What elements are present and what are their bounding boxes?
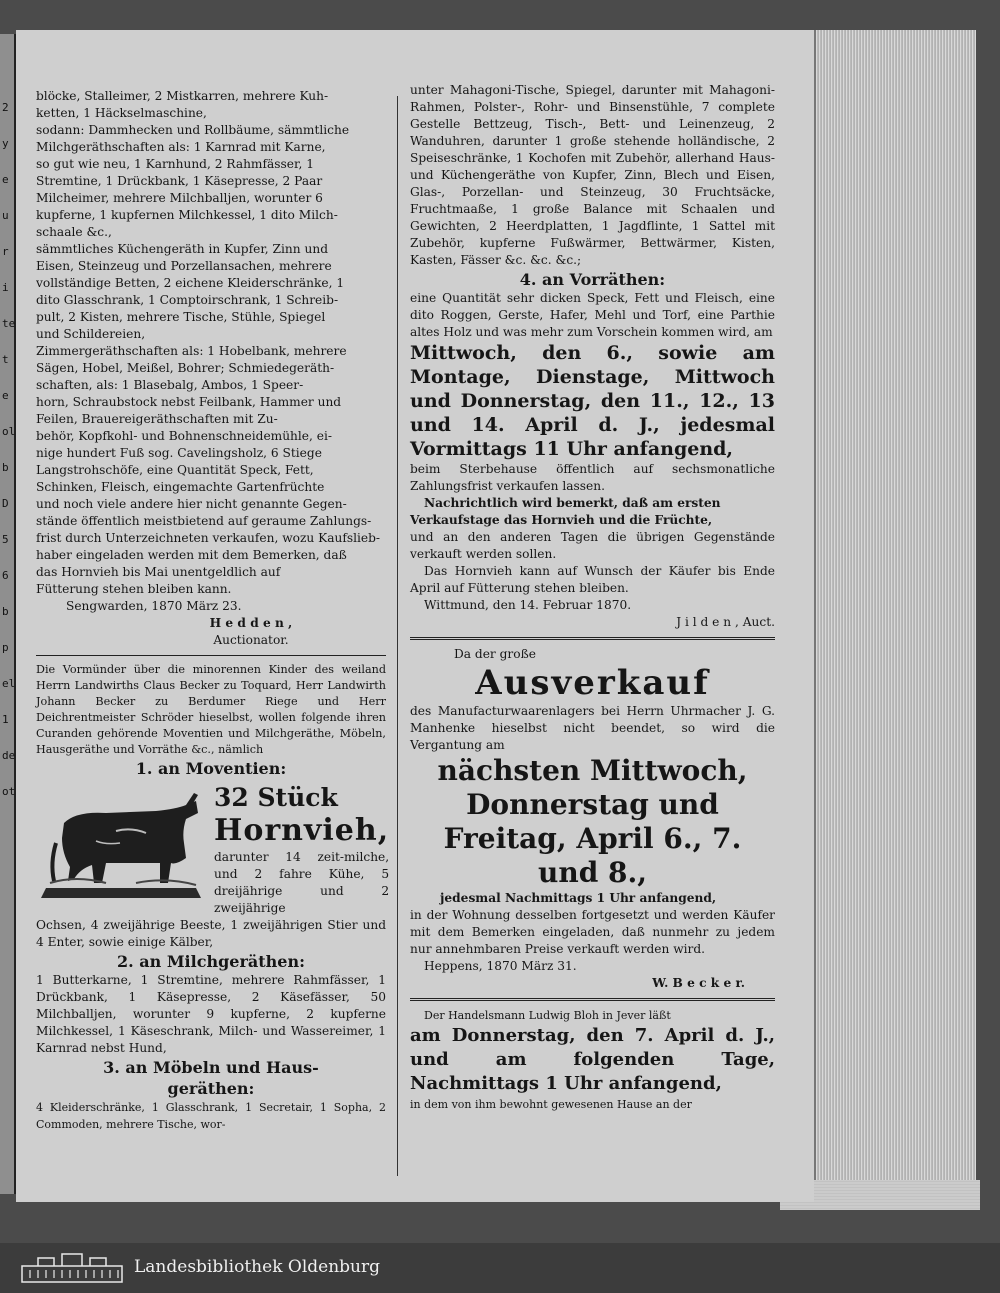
merchant-tail: in dem von ihm bewohnt gewesenen Hause an der (410, 1098, 692, 1111)
margin-glyph: el (2, 677, 16, 690)
signature-becker: W. B e c k e r. (652, 976, 745, 990)
clearance-lead: Da der große (454, 647, 536, 661)
margin-glyph: p (2, 641, 9, 654)
margin-glyph: ot (2, 785, 16, 798)
cattle-ad (36, 783, 390, 917)
margin-glyph: i (2, 281, 9, 294)
place-date-heppens: Heppens, 1870 März 31. (424, 959, 577, 973)
household-items-continued: unter Mahagoni-Tische, Spiegel, darunter mit Mahagoni-Rahmen, Polster-, Rohr- und Binsenstühle, 7 complete Gestelle Bettzeug, Tisch-, Bett- und Leinenzeug, 2 Wanduhren, darunter 1 große stehende holländische, 2 Speiseschränke, 1 Kochofen mit Zubehör, allerhand Haus- und Küchengeräthe von Kupfer, Zinn, Blech und Eisen, Glas-, Porzellan- und Steinzeug, 30 Fruchtsäcke, Fruchtmaaße, 1 große Balance mit Schaalen und Gewichten, 2 Heerdplatten, 1 Jagdflinte, 1 Sattel mit Zubehör, kupferne Fußwärmer, Bettwärmer, Kisten, Kasten, Fässer &c. &c. &c.; (410, 83, 775, 267)
sale-item-line: dito Glasschrank, 1 Comptoirschrank, 1 Schreib- (36, 293, 339, 307)
margin-glyph: b (2, 605, 9, 618)
sale-items-list-1 (36, 88, 386, 598)
margin-glyph: e (2, 389, 9, 402)
cattle-count: 32 Stück (214, 783, 338, 812)
newspaper-page (16, 30, 814, 1202)
separator-double-rule-2 (410, 998, 775, 1001)
auction-terms: beim Sterbehause öffentlich auf sechsmonatliche Zahlungsfrist verkaufen lassen. (410, 462, 775, 493)
margin-glyph: 1 (2, 713, 9, 726)
library-name: Landesbibliothek Oldenburg (134, 1257, 381, 1277)
cow-woodcut-icon (36, 783, 206, 903)
sale-item-line: schaften, als: 1 Blasebalg, Ambos, 1 Speer- (36, 378, 304, 392)
margin-glyph: r (2, 245, 9, 258)
sale-item-line: und Schildereien, (36, 327, 146, 341)
merchant-lead: Der Handelsmann Ludwig Bloh in Jever läßt (424, 1009, 671, 1022)
sale-item-line: und noch viele andere hier nicht genannte Gegen- (36, 497, 347, 511)
separator-double-rule (410, 637, 775, 640)
section-supplies: 4. an Vorräthen: (519, 270, 666, 289)
clearance-body-2: in der Wohnung desselben fortgesetzt und werden Käufer mit dem Bemerken eingeladen, daß nunmehr zu jedem nur annehmbaren Preise verkauft werden wird. (410, 908, 775, 956)
margin-glyph: te (2, 317, 16, 330)
cattle-desc-side: darunter 14 zeit-milche, und 2 fahre Kühe, 5 dreijährige und 2 zweijährige (214, 850, 390, 915)
sale-item-line: stände öffentlich meistbietend auf geraume Zahlungs- (36, 514, 372, 528)
margin-glyph: u (2, 209, 9, 222)
signature-jilden: J i l d e n , Auct. (676, 615, 775, 629)
note-first-day-c: und an den anderen Tagen die übrigen Gegenstände verkauft werden sollen. (410, 530, 775, 561)
sale-item-line: nige hundert Fuß sog. Cavelingsholz, 6 Stiege (36, 446, 322, 460)
clearance-body: des Manufacturwaarenlagers bei Herrn Uhrmacher J. G. Manhenke hieselbst nicht beendet, so wird die Vergantung am (410, 704, 775, 752)
sale-item-line: Langstrohschöfe, eine Quantität Speck, Fett, (36, 463, 314, 477)
sale-item-line: so gut wie neu, 1 Karnhund, 2 Rahmfässer, 1 (36, 157, 314, 171)
book-page-edges (814, 30, 976, 1202)
clearance-dates: nächsten Mittwoch, Donnerstag und Freitag, April 6., 7. und 8., (437, 754, 748, 889)
note-first-day-b: Verkaufstage das Hornvieh und die Früchte, (410, 513, 713, 527)
cattle-heading: Hornvieh, (214, 813, 390, 848)
margin-glyph: 5 (2, 533, 9, 546)
note-cattle-feeding: Das Hornvieh kann auf Wunsch der Käufer bis Ende April auf Fütterung stehen bleiben. (410, 564, 775, 595)
cattle-ad-text (206, 783, 389, 917)
sale-item-line: Schinken, Fleisch, eingemachte Gartenfrüchte (36, 480, 325, 494)
place-date-wittmund: Wittmund, den 14. Februar 1870. (424, 598, 632, 612)
clearance-title: Ausverkauf (475, 663, 710, 703)
auction-dates: Mittwoch, den 6., sowie am Montage, Dienstage, Mittwoch und Donnerstag, den 11., 12., 13 und 14. April d. J., jedesmal Vormittags 11 Uhr anfangend, (410, 342, 775, 460)
sale-item-line: Milcheimer, mehrere Milchballjen, worunter 6 (36, 191, 323, 205)
section-furniture-line2: geräthen: (167, 1079, 255, 1098)
auctioneer-name: H e d d e n , (209, 616, 293, 630)
guardians-intro: Die Vormünder über die minorennen Kinder des weiland Herrn Landwirths Claus Becker zu Toquard, Herr Landwirth Johann Becker zu Berdumer Riege und Herr Deichrentmeister Schröder hieselbst, wollen folgende ihren Curanden gehörende Moventien und Milchgeräthe, Möbeln, Hausgeräthe und Vorräthe &c., nämlich (36, 663, 386, 756)
cattle-desc-full: Ochsen, 4 zweijährige Beeste, 1 zweijährigen Stier und 4 Enter, sowie einige Kälber, (36, 918, 386, 949)
sale-item-line: ketten, 1 Häckselmaschine, (36, 106, 207, 120)
sale-item-line: Sägen, Hobel, Meißel, Bohrer; Schmiedegeräth- (36, 361, 335, 375)
sale-item-line: schaale &c., (36, 225, 112, 239)
section-milk-equipment: 2. an Milchgeräthen: (117, 952, 305, 971)
auctioneer-title: Auctionator. (213, 633, 289, 647)
furniture-items: 4 Kleiderschränke, 1 Glasschrank, 1 Secretair, 1 Sopha, 2 Commoden, mehrere Tische, wor- (36, 1101, 386, 1131)
sale-item-line: das Hornvieh bis Mai unentgeldlich auf (36, 565, 281, 579)
sale-item-line: behör, Kopfkohl- und Bohnenschneidemühle, ei- (36, 429, 332, 443)
sale-item-line: Feilen, Brauereigeräthschaften mit Zu- (36, 412, 278, 426)
place-date-sengwarden: Sengwarden, 1870 März 23. (66, 599, 242, 613)
sale-item-line: sodann: Dammhecken und Rollbäume, sämmtliche (36, 123, 350, 137)
sale-item-line: pult, 2 Kisten, mehrere Tische, Stühle, Spiegel (36, 310, 326, 324)
sale-item-line: Eisen, Steinzeug und Porzellansachen, mehrere (36, 259, 332, 273)
sale-item-line: kupferne, 1 kupfernen Milchkessel, 1 dito Milch- (36, 208, 338, 222)
left-margin-cut-text (2, 90, 14, 810)
column-divider (397, 96, 398, 1176)
supplies-items: eine Quantität sehr dicken Speck, Fett und Fleisch, eine dito Roggen, Gerste, Hafer, Mehl und Torf, eine Parthie altes Holz und was mehr zum Vorschein kommen wird, am (410, 291, 775, 339)
library-building-icon (18, 1252, 126, 1284)
section-moventien: 1. an Moventien: (135, 759, 287, 778)
margin-glyph: ol (2, 425, 16, 438)
margin-glyph: 2 (2, 101, 9, 114)
merchant-dates: am Donnerstag, den 7. April d. J., und am folgenden Tage, Nachmittags 1 Uhr anfangend, (410, 1025, 775, 1094)
margin-glyph: de (2, 749, 16, 762)
sale-item-line: Milchgeräthschaften als: 1 Karnrad mit Karne, (36, 140, 326, 154)
left-column (36, 88, 390, 1133)
right-column (410, 82, 775, 1113)
margin-glyph: y (2, 137, 9, 150)
clearance-time: jedesmal Nachmittags 1 Uhr anfangend, (440, 891, 717, 905)
sale-item-line: vollständige Betten, 2 eichene Kleiderschränke, 1 (36, 276, 345, 290)
sale-item-line: Zimmergeräthschaften als: 1 Hobelbank, mehrere (36, 344, 347, 358)
separator-rule (36, 655, 386, 656)
sale-item-line: Stremtine, 1 Drückbank, 1 Käsepresse, 2 Paar (36, 174, 323, 188)
note-first-day-a: Nachrichtlich wird bemerkt, daß am ersten (424, 496, 721, 510)
margin-glyph: t (2, 353, 9, 366)
milk-equipment-items: 1 Butterkarne, 1 Stremtine, mehrere Rahmfässer, 1 Drückbank, 1 Käsepresse, 2 Käsefässer, 50 Milchballjen, worunter 9 kupferne, 2 kupferne Milchkessel, 1 Käseschrank, Milch- und Wassereimer, 1 Karnrad nebst Hund, (36, 973, 386, 1055)
margin-glyph: e (2, 173, 9, 186)
margin-glyph: b (2, 461, 9, 474)
library-footer (0, 1243, 1000, 1293)
margin-glyph: 6 (2, 569, 9, 582)
sale-item-line: sämmtliches Küchengeräth in Kupfer, Zinn und (36, 242, 328, 256)
sale-item-line: frist durch Unterzeichneten verkaufen, wozu Kaufslieb- (36, 531, 381, 545)
sale-item-line: blöcke, Stalleimer, 2 Mistkarren, mehrere Kuh- (36, 89, 329, 103)
section-furniture-line1: 3. an Möbeln und Haus- (103, 1058, 319, 1077)
sale-item-line: horn, Schraubstock nebst Feilbank, Hammer und (36, 395, 342, 409)
sale-item-line: haber eingeladen werden mit dem Bemerken, daß (36, 548, 347, 562)
margin-glyph: D (2, 497, 9, 510)
sale-item-line: Fütterung stehen bleiben kann. (36, 582, 232, 596)
